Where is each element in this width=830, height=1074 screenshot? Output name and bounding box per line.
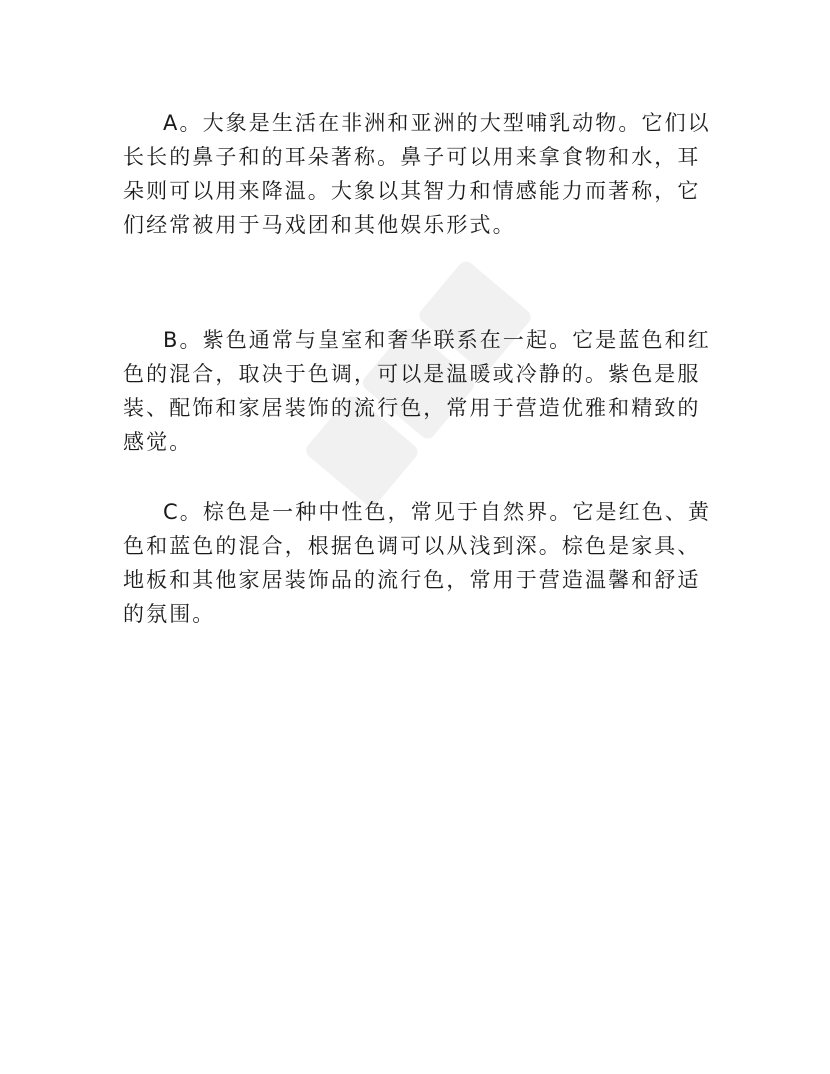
paragraph-b: B。紫色通常与皇室和奢华联系在一起。它是蓝色和红色的混合，取决于色调，可以是温暖或冷静的。紫色是服装、配饰和家居装饰的流行色，常用于营造优雅和精致的感觉。 [123,328,711,454]
paragraph-a: A。大象是生活在非洲和亚洲的大型哺乳动物。它们以长长的鼻子和的耳朵著称。鼻子可以用来拿食物和水，耳朵则可以用来降温。大象以其智力和情感能力而著称，它们经常被用于马戏团和其他娱乐形式。 [123,111,711,237]
paragraph-c: C。棕色是一种中性色，常见于自然界。它是红色、黄色和蓝色的混合，根据色调可以从浅到深。棕色是家具、地板和其他家居装饰品的流行色，常用于营造温馨和舒适的氛围。 [123,500,712,626]
